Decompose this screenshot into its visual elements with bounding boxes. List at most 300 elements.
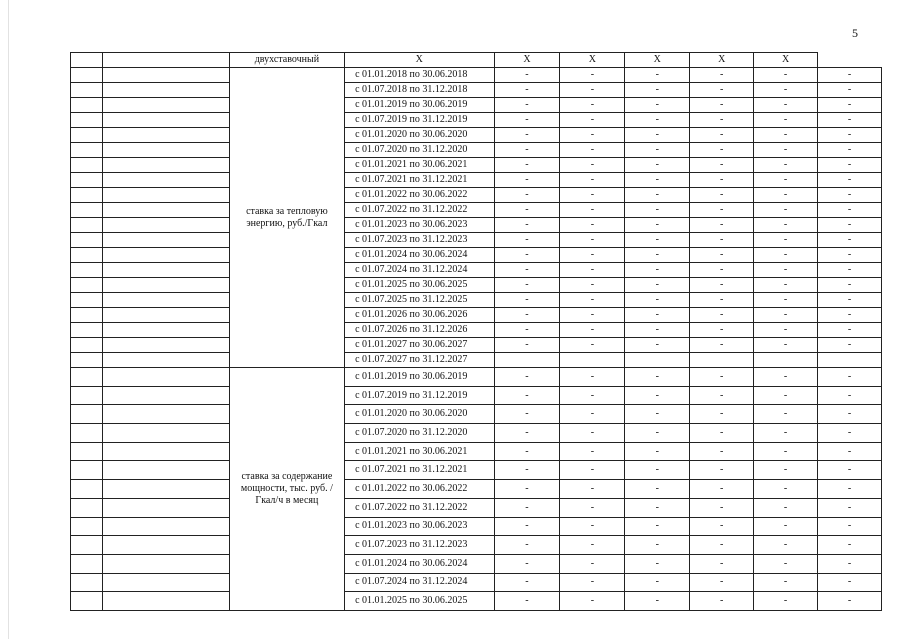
value-cell: - xyxy=(494,386,560,405)
index-cell xyxy=(71,113,103,128)
table-body xyxy=(71,53,882,611)
name-cell xyxy=(102,278,229,293)
value-cell xyxy=(690,353,754,368)
name-cell xyxy=(102,248,229,263)
value-cell: - xyxy=(754,158,818,173)
value-cell: - xyxy=(625,278,690,293)
index-cell xyxy=(71,278,103,293)
index-cell xyxy=(71,554,103,573)
table-row xyxy=(71,554,882,573)
index-cell xyxy=(71,203,103,218)
value-cell: - xyxy=(818,323,882,338)
value-cell: - xyxy=(560,498,625,517)
index-cell xyxy=(71,461,103,480)
value-cell: - xyxy=(560,68,625,83)
value-cell: - xyxy=(560,480,625,499)
header-mark: X xyxy=(560,53,625,68)
value-cell: - xyxy=(818,248,882,263)
value-cell: - xyxy=(754,323,818,338)
period-cell: с 01.01.2023 по 30.06.2023 xyxy=(345,517,494,536)
value-cell: - xyxy=(560,461,625,480)
value-cell: - xyxy=(494,442,560,461)
value-cell: - xyxy=(560,536,625,555)
value-cell: - xyxy=(818,405,882,424)
name-cell xyxy=(102,323,229,338)
value-cell: - xyxy=(690,368,754,387)
value-cell: - xyxy=(560,83,625,98)
period-cell: с 01.07.2019 по 31.12.2019 xyxy=(345,113,494,128)
table-row xyxy=(71,233,882,248)
value-cell: - xyxy=(754,405,818,424)
value-cell: - xyxy=(690,68,754,83)
index-cell xyxy=(71,233,103,248)
name-cell xyxy=(102,405,229,424)
value-cell: - xyxy=(625,498,690,517)
value-cell: - xyxy=(494,158,560,173)
value-cell: - xyxy=(560,113,625,128)
value-cell: - xyxy=(494,461,560,480)
header-mark: X xyxy=(494,53,560,68)
value-cell: - xyxy=(625,248,690,263)
value-cell: - xyxy=(690,233,754,248)
table-row xyxy=(71,293,882,308)
value-cell: - xyxy=(560,188,625,203)
value-cell: - xyxy=(690,338,754,353)
index-cell xyxy=(71,592,103,611)
value-cell: - xyxy=(690,323,754,338)
value-cell: - xyxy=(625,554,690,573)
value-cell: - xyxy=(560,98,625,113)
value-cell: - xyxy=(690,98,754,113)
value-cell: - xyxy=(625,424,690,443)
value-cell: - xyxy=(494,263,560,278)
value-cell: - xyxy=(818,188,882,203)
value-cell: - xyxy=(625,233,690,248)
index-cell xyxy=(71,498,103,517)
value-cell: - xyxy=(818,554,882,573)
name-cell xyxy=(102,203,229,218)
value-cell: - xyxy=(625,68,690,83)
value-cell: - xyxy=(494,233,560,248)
period-cell: с 01.07.2025 по 31.12.2025 xyxy=(345,293,494,308)
value-cell: - xyxy=(818,338,882,353)
table-row xyxy=(71,353,882,368)
value-cell: - xyxy=(560,592,625,611)
value-cell: - xyxy=(494,424,560,443)
value-cell: - xyxy=(494,573,560,592)
index-cell xyxy=(71,98,103,113)
period-cell: с 01.07.2019 по 31.12.2019 xyxy=(345,386,494,405)
name-cell xyxy=(102,517,229,536)
value-cell: - xyxy=(818,592,882,611)
value-cell: - xyxy=(625,338,690,353)
period-cell: с 01.01.2019 по 30.06.2019 xyxy=(345,98,494,113)
value-cell: - xyxy=(494,323,560,338)
value-cell: - xyxy=(754,113,818,128)
name-cell xyxy=(102,554,229,573)
value-cell: - xyxy=(690,308,754,323)
name-cell xyxy=(102,536,229,555)
value-cell: - xyxy=(818,278,882,293)
value-cell: - xyxy=(560,308,625,323)
value-cell: - xyxy=(754,424,818,443)
value-cell: - xyxy=(494,278,560,293)
value-cell: - xyxy=(818,308,882,323)
value-cell: - xyxy=(754,368,818,387)
value-cell: - xyxy=(690,536,754,555)
name-cell xyxy=(102,461,229,480)
index-cell xyxy=(71,308,103,323)
value-cell: - xyxy=(560,293,625,308)
table-row xyxy=(71,405,882,424)
value-cell: - xyxy=(625,480,690,499)
index-cell xyxy=(71,353,103,368)
value-cell: - xyxy=(494,98,560,113)
value-cell: - xyxy=(625,173,690,188)
index-cell xyxy=(71,263,103,278)
value-cell: - xyxy=(818,368,882,387)
tariff-table xyxy=(70,52,882,611)
value-cell: - xyxy=(690,480,754,499)
value-cell: - xyxy=(818,128,882,143)
value-cell: - xyxy=(754,480,818,499)
value-cell xyxy=(494,353,560,368)
value-cell: - xyxy=(494,68,560,83)
period-cell: с 01.07.2020 по 31.12.2020 xyxy=(345,143,494,158)
value-cell: - xyxy=(818,424,882,443)
table-row xyxy=(71,517,882,536)
value-cell: - xyxy=(818,233,882,248)
period-cell: с 01.07.2024 по 31.12.2024 xyxy=(345,263,494,278)
period-cell: с 01.07.2022 по 31.12.2022 xyxy=(345,498,494,517)
value-cell: - xyxy=(690,573,754,592)
index-cell xyxy=(71,293,103,308)
name-cell xyxy=(102,98,229,113)
table-row xyxy=(71,278,882,293)
value-cell: - xyxy=(625,218,690,233)
index-cell xyxy=(71,405,103,424)
tariff-type-label: двухставочный xyxy=(229,53,344,68)
period-cell: с 01.07.2021 по 31.12.2021 xyxy=(345,461,494,480)
table-row xyxy=(71,386,882,405)
scan-edge xyxy=(8,0,9,639)
value-cell: - xyxy=(560,158,625,173)
value-cell: - xyxy=(818,263,882,278)
name-cell xyxy=(102,233,229,248)
table-row xyxy=(71,113,882,128)
table-row xyxy=(71,323,882,338)
value-cell: - xyxy=(560,424,625,443)
value-cell: - xyxy=(494,480,560,499)
value-cell: - xyxy=(818,480,882,499)
value-cell: - xyxy=(625,536,690,555)
name-cell xyxy=(102,113,229,128)
value-cell: - xyxy=(690,83,754,98)
value-cell: - xyxy=(560,405,625,424)
value-cell: - xyxy=(625,442,690,461)
value-cell: - xyxy=(754,98,818,113)
value-cell: - xyxy=(625,158,690,173)
period-cell: с 01.07.2022 по 31.12.2022 xyxy=(345,203,494,218)
index-cell xyxy=(71,68,103,83)
value-cell: - xyxy=(818,113,882,128)
value-cell: - xyxy=(690,263,754,278)
value-cell: - xyxy=(690,248,754,263)
period-cell: с 01.01.2023 по 30.06.2023 xyxy=(345,218,494,233)
period-cell: с 01.01.2022 по 30.06.2022 xyxy=(345,188,494,203)
table-row xyxy=(71,424,882,443)
parameter-label: ставка за содержание мощности, тыс. руб. /Гкал/ч в месяц xyxy=(229,368,344,611)
value-cell: - xyxy=(560,143,625,158)
table-row xyxy=(71,592,882,611)
period-cell: с 01.07.2027 по 31.12.2027 xyxy=(345,353,494,368)
index-cell xyxy=(71,573,103,592)
name-cell xyxy=(102,368,229,387)
value-cell: - xyxy=(690,173,754,188)
value-cell: - xyxy=(754,203,818,218)
period-cell: с 01.07.2024 по 31.12.2024 xyxy=(345,573,494,592)
period-cell: с 01.01.2020 по 30.06.2020 xyxy=(345,128,494,143)
table-row xyxy=(71,263,882,278)
header-mark: X xyxy=(754,53,818,68)
index-cell xyxy=(71,517,103,536)
table-row xyxy=(71,158,882,173)
value-cell: - xyxy=(625,592,690,611)
index-cell xyxy=(71,143,103,158)
value-cell: - xyxy=(754,83,818,98)
value-cell: - xyxy=(625,573,690,592)
value-cell: - xyxy=(494,188,560,203)
value-cell: - xyxy=(560,573,625,592)
value-cell: - xyxy=(625,83,690,98)
value-cell: - xyxy=(560,517,625,536)
value-cell: - xyxy=(625,386,690,405)
value-cell: - xyxy=(625,188,690,203)
name-cell xyxy=(102,498,229,517)
value-cell: - xyxy=(754,338,818,353)
name-cell xyxy=(102,263,229,278)
name-cell xyxy=(102,143,229,158)
value-cell: - xyxy=(818,98,882,113)
value-cell: - xyxy=(690,592,754,611)
name-cell xyxy=(102,293,229,308)
value-cell: - xyxy=(690,218,754,233)
index-cell xyxy=(71,173,103,188)
value-cell: - xyxy=(625,461,690,480)
name-cell xyxy=(102,308,229,323)
name-cell xyxy=(102,386,229,405)
name-cell xyxy=(102,592,229,611)
value-cell: - xyxy=(625,98,690,113)
value-cell: - xyxy=(560,323,625,338)
table-row xyxy=(71,368,882,387)
table-row xyxy=(71,203,882,218)
value-cell: - xyxy=(690,158,754,173)
value-cell: - xyxy=(754,143,818,158)
value-cell: - xyxy=(560,173,625,188)
value-cell: - xyxy=(625,368,690,387)
value-cell: - xyxy=(690,424,754,443)
value-cell xyxy=(818,353,882,368)
value-cell: - xyxy=(754,248,818,263)
header-mark: X xyxy=(345,53,494,68)
header-row xyxy=(71,53,882,68)
value-cell: - xyxy=(494,293,560,308)
value-cell: - xyxy=(494,338,560,353)
value-cell: - xyxy=(494,554,560,573)
value-cell: - xyxy=(625,293,690,308)
period-cell: с 01.07.2021 по 31.12.2021 xyxy=(345,173,494,188)
value-cell: - xyxy=(690,113,754,128)
page-number: 5 xyxy=(852,26,858,40)
table-row xyxy=(71,573,882,592)
value-cell: - xyxy=(494,218,560,233)
period-cell: с 01.07.2023 по 31.12.2023 xyxy=(345,233,494,248)
value-cell: - xyxy=(494,405,560,424)
header-mark: X xyxy=(690,53,754,68)
name-cell xyxy=(102,83,229,98)
index-cell xyxy=(71,218,103,233)
value-cell: - xyxy=(690,278,754,293)
value-cell: - xyxy=(754,173,818,188)
value-cell: - xyxy=(494,83,560,98)
value-cell: - xyxy=(494,203,560,218)
name-cell xyxy=(102,338,229,353)
value-cell: - xyxy=(560,278,625,293)
value-cell: - xyxy=(494,248,560,263)
name-cell xyxy=(102,424,229,443)
value-cell: - xyxy=(754,263,818,278)
index-cell xyxy=(71,188,103,203)
value-cell: - xyxy=(818,143,882,158)
value-cell: - xyxy=(494,536,560,555)
period-cell: с 01.01.2025 по 30.06.2025 xyxy=(345,592,494,611)
value-cell: - xyxy=(690,498,754,517)
index-cell xyxy=(71,248,103,263)
table-row xyxy=(71,173,882,188)
value-cell: - xyxy=(818,68,882,83)
value-cell: - xyxy=(818,498,882,517)
value-cell: - xyxy=(690,203,754,218)
index-cell xyxy=(71,338,103,353)
value-cell: - xyxy=(625,405,690,424)
value-cell: - xyxy=(625,128,690,143)
value-cell: - xyxy=(754,536,818,555)
period-cell: с 01.07.2018 по 31.12.2018 xyxy=(345,83,494,98)
value-cell: - xyxy=(818,293,882,308)
value-cell: - xyxy=(625,517,690,536)
table-row xyxy=(71,498,882,517)
value-cell: - xyxy=(560,554,625,573)
name-cell xyxy=(102,53,229,68)
value-cell: - xyxy=(494,368,560,387)
table-row xyxy=(71,68,882,83)
value-cell: - xyxy=(560,128,625,143)
index-cell xyxy=(71,323,103,338)
value-cell: - xyxy=(625,143,690,158)
value-cell: - xyxy=(625,263,690,278)
index-cell xyxy=(71,128,103,143)
value-cell: - xyxy=(754,461,818,480)
value-cell: - xyxy=(818,83,882,98)
value-cell: - xyxy=(818,386,882,405)
value-cell: - xyxy=(494,592,560,611)
value-cell: - xyxy=(560,368,625,387)
index-cell xyxy=(71,83,103,98)
index-cell xyxy=(71,368,103,387)
period-cell: с 01.07.2023 по 31.12.2023 xyxy=(345,536,494,555)
table-row xyxy=(71,536,882,555)
index-cell xyxy=(71,158,103,173)
value-cell: - xyxy=(818,573,882,592)
table-row xyxy=(71,480,882,499)
value-cell: - xyxy=(690,386,754,405)
table-row xyxy=(71,188,882,203)
table-row xyxy=(71,338,882,353)
index-cell xyxy=(71,53,103,68)
value-cell: - xyxy=(625,203,690,218)
value-cell: - xyxy=(690,554,754,573)
value-cell: - xyxy=(494,128,560,143)
value-cell: - xyxy=(690,442,754,461)
value-cell: - xyxy=(818,517,882,536)
table-row xyxy=(71,128,882,143)
period-cell: с 01.07.2020 по 31.12.2020 xyxy=(345,424,494,443)
value-cell: - xyxy=(494,308,560,323)
index-cell xyxy=(71,424,103,443)
name-cell xyxy=(102,218,229,233)
period-cell: с 01.01.2022 по 30.06.2022 xyxy=(345,480,494,499)
period-cell: с 01.01.2020 по 30.06.2020 xyxy=(345,405,494,424)
value-cell: - xyxy=(754,308,818,323)
value-cell: - xyxy=(690,461,754,480)
table-row xyxy=(71,218,882,233)
value-cell xyxy=(754,353,818,368)
value-cell: - xyxy=(494,517,560,536)
value-cell: - xyxy=(754,278,818,293)
value-cell: - xyxy=(494,143,560,158)
value-cell: - xyxy=(494,498,560,517)
period-cell: с 01.01.2025 по 30.06.2025 xyxy=(345,278,494,293)
name-cell xyxy=(102,353,229,368)
value-cell: - xyxy=(754,442,818,461)
value-cell: - xyxy=(754,233,818,248)
value-cell: - xyxy=(625,308,690,323)
value-cell: - xyxy=(818,218,882,233)
value-cell: - xyxy=(754,188,818,203)
name-cell xyxy=(102,480,229,499)
name-cell xyxy=(102,442,229,461)
value-cell: - xyxy=(560,442,625,461)
value-cell: - xyxy=(818,158,882,173)
value-cell: - xyxy=(818,536,882,555)
value-cell: - xyxy=(494,173,560,188)
name-cell xyxy=(102,173,229,188)
value-cell: - xyxy=(754,498,818,517)
table-row xyxy=(71,461,882,480)
value-cell: - xyxy=(560,248,625,263)
table-row xyxy=(71,143,882,158)
table-row xyxy=(71,83,882,98)
value-cell: - xyxy=(818,461,882,480)
value-cell: - xyxy=(560,233,625,248)
value-cell: - xyxy=(690,517,754,536)
name-cell xyxy=(102,158,229,173)
period-cell: с 01.01.2024 по 30.06.2024 xyxy=(345,554,494,573)
value-cell xyxy=(625,353,690,368)
header-mark: X xyxy=(625,53,690,68)
name-cell xyxy=(102,128,229,143)
